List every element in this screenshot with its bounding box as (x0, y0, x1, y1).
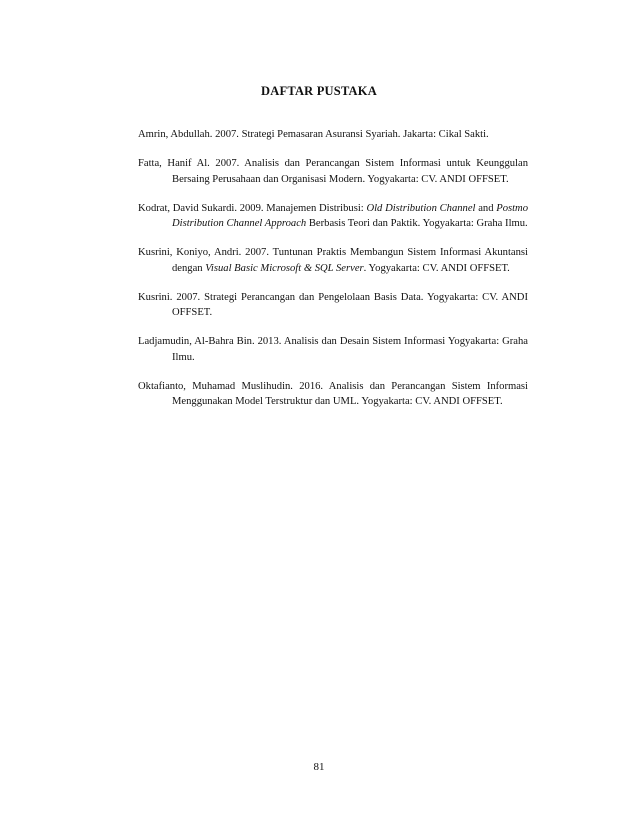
reference-italic-title: Postmo Distribution Channel Approach (172, 202, 528, 229)
reference-text: Ladjamudin, Al-Bahra Bin. 2013. Analisis dan Desain Sistem Informasi Yogyakarta: Graha Ilmu. (138, 336, 528, 363)
reference-text: Amrin, Abdullah. 2007. Strategi Pemasaran Asuransi Syariah. Jakarta: Cikal Sakti. (138, 129, 489, 140)
page-title: DAFTAR PUSTAKA (261, 84, 377, 98)
page-number: 81 (313, 761, 325, 773)
reference-text: Kusrini, Koniyo, Andri. 2007. Tuntunan Praktis Membangun Sistem Informasi Akuntansi dengan (138, 247, 528, 274)
reference-text: and (475, 202, 497, 214)
reference-italic-title: Visual Basic Microsoft & SQL Server (205, 262, 364, 274)
reference-text: . Yogyakarta: CV. ANDI OFFSET. (363, 262, 510, 274)
reference-text: Kodrat, David Sukardi. 2009. Manajemen Distribusi: (138, 202, 367, 214)
reference-list (138, 127, 528, 423)
reference-entry-ladjamudin (138, 334, 528, 365)
reference-entry-kusrini (138, 290, 528, 321)
reference-entry-kodrat (138, 201, 528, 232)
reference-entry-fatta (138, 156, 528, 187)
reference-text: Kusrini. 2007. Strategi Perancangan dan Pengelolaan Basis Data. Yogyakarta: CV. ANDI OFFSET. (138, 291, 528, 318)
reference-text: Oktafianto, Muhamad Muslihudin. 2016. Analisis dan Perancangan Sistem Informasi Menggunakan Model Terstruktur dan UML. Yogyakarta: CV. ANDI OFFSET. (138, 380, 528, 407)
reference-italic-title: Old Distribution Channel (366, 202, 476, 214)
reference-entry-kusrini-koniyo (138, 245, 528, 276)
reference-entry-amrin (138, 127, 528, 143)
reference-text: Berbasis Teori dan Paktik. Yogyakarta: Graha Ilmu. (306, 218, 528, 229)
reference-entry-oktafianto (138, 379, 528, 410)
reference-text: Fatta, Hanif Al. 2007. Analisis dan Perancangan Sistem Informasi untuk Keunggulan Bersaing Perusahaan dan Organisasi Modern. Yogyakarta: CV. ANDI OFFSET. (138, 158, 528, 185)
